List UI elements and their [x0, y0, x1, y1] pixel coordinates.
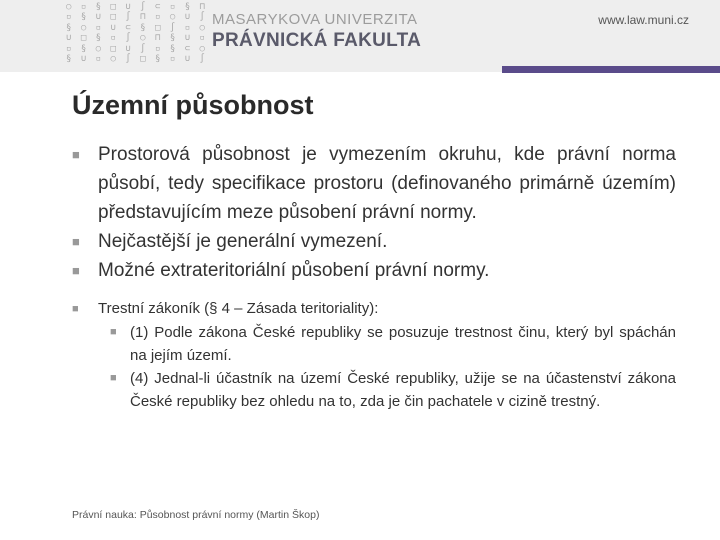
square-bullet-icon: ■ — [72, 263, 80, 278]
bullet-text: Možné extrateritoriální působení právní normy. — [98, 260, 490, 281]
bullet-item — [72, 256, 676, 285]
university-logo-pattern: ○ ▫ § □ ∪ ∫ ⊂ ▫ § ⊓ ▫ § ∪ □ ∫ ⊓ ▫ ○ ∪ ∫ § ○ ▫ ∪ ⊂ § □ ∫ ▫ ○ ∪ □ § ▫ ∫ ○ ⊓ § ∪ ▫ ▫ § ○ □ ∪ ∫ ▫ § ⊂ ○ § ∪ ▫ ○ ∫ □ § ▫ ∪ ∫ — [66, 2, 207, 65]
slide-header — [0, 0, 720, 72]
slide-title: Územní působnost — [72, 90, 314, 120]
bullet-item — [72, 140, 676, 227]
square-bullet-icon: ■ — [72, 147, 80, 162]
sub-bullet-item — [110, 367, 676, 413]
bullet-item — [72, 297, 676, 321]
square-bullet-icon: ■ — [110, 326, 117, 338]
square-bullet-icon: ■ — [72, 234, 80, 249]
sub-bullet-text: (1) Podle zákona České republiky se posuzuje trestnost činu, který byl spáchán na jejím území. — [130, 324, 676, 364]
sub-bullet-item — [110, 321, 676, 367]
faculty-name: PRÁVNICKÁ FAKULTA — [212, 30, 422, 51]
square-bullet-icon: ■ — [72, 303, 79, 315]
bullet-item — [72, 227, 676, 256]
sub-bullet-text: (4) Jednal-li účastník na území České republiky, užije se na účastenství zákona České republiky bez ohledu na to, zda je čin pachatele v cizině trestný. — [130, 370, 676, 410]
header-accent-bar — [502, 66, 720, 73]
bullet-text: Nejčastější je generální vymezení. — [98, 231, 388, 252]
bullet-text: Trestní zákoník (§ 4 – Zásada teritoriality): — [98, 300, 379, 317]
website-url[interactable]: www.law.muni.cz — [598, 13, 689, 27]
slide-footer: Právní nauka: Působnost právní normy (Martin Škop) — [72, 509, 320, 521]
university-name: MASARYKOVA UNIVERZITA — [212, 11, 418, 28]
slide-content — [72, 140, 676, 413]
square-bullet-icon: ■ — [110, 372, 117, 384]
bullet-text: Prostorová působnost je vymezením okruhu, kde právní norma působí, tedy specifikace prostoru (definovaného primárně územím) představujícím meze působení právní normy. — [98, 144, 676, 223]
